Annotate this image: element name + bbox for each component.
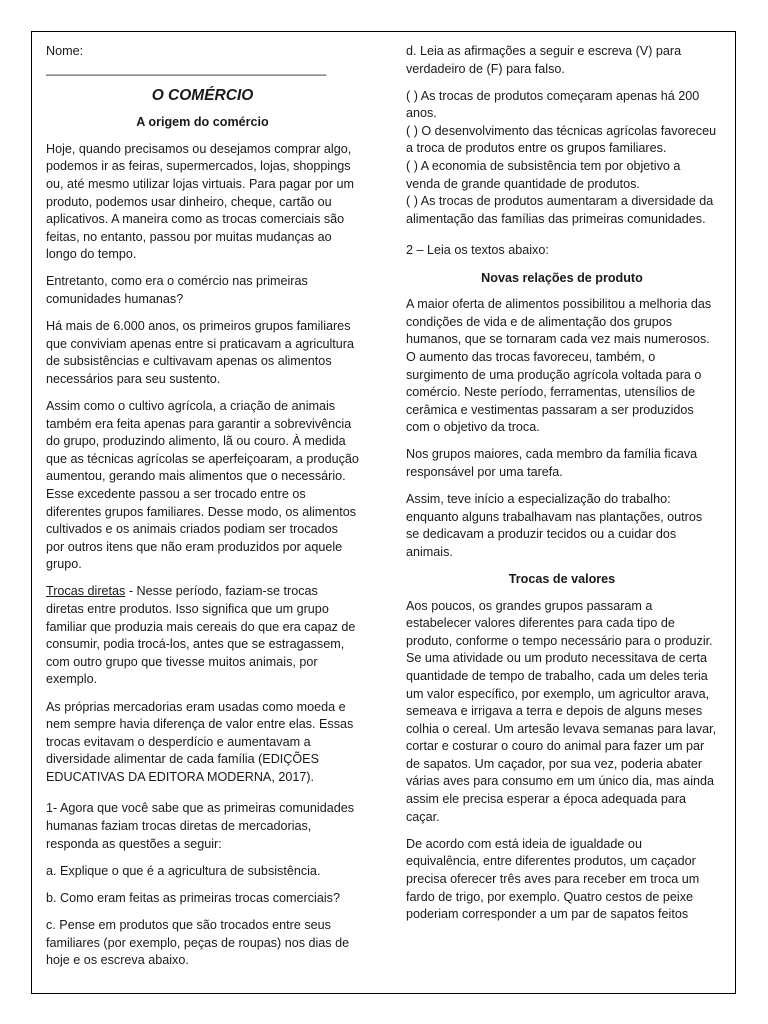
paragraph-intro: Hoje, quando precisamos ou desejamos comprar algo, podemos ir as feiras, supermercados, lojas, shoppings ou, até mesmo utilizar lojas virtuais. Para pagar por um produto, podemos usar dinheiro, cheque, cartão ou aplicativos. A maneira como as trocas comerciais são feitas, no entanto, passou por muitas mudanças ao longo do tempo.: [46, 141, 354, 262]
paragraph-specialization: Assim, teve início a especialização do trabalho: enquanto alguns trabalhavam nas plantações, outros se dedicavam a produzir tecidos ou a cuidar dos animais.: [406, 492, 703, 559]
paragraph-direct-trades: [46, 583, 359, 689]
true-false-statement: ( ) A economia de subsistência tem por objetivo a venda de grande quantidade de produtos.: [406, 159, 681, 191]
paragraph-values: Aos poucos, os grandes grupos passaram a estabelecer valores diferentes para cada tipo de produto, conforme o tempo necessário para o produzir. Se uma atividade ou um produto necessitava de certa quantidade de tempo de trabalho, cada um deles teria um valor específico, por exemplo, um agricultor arava, semeava e irrigava a terra e depois de alguns meses colhia o cereal. Um artesão levava semanas para lavar, cortar e costurar o couro do animal para fazer um par de sapatos. Um caçador, por sua vez, poderia abater várias aves para consumo em um único dia, mas ainda assim ele precisa esperar a época adequada para caçar.: [406, 598, 717, 824]
question-1c: c. Pense em produtos que são trocados entre seus familiares (por exemplo, peças de roupas) nos dias de hoje e os escreva abaixo.: [46, 917, 350, 968]
paragraph-question: Entretanto, como era o comércio nas primeiras comunidades humanas?: [46, 274, 308, 307]
direct-trades-label: Trocas diretas: [46, 584, 126, 599]
name-field[interactable]: Nome: ________________________________________: [46, 44, 327, 76]
paragraph-goods-as-money: As próprias mercadorias eram usadas como moeda e nem sempre havia diferença de valor entre elas. Essas trocas evitavam o desperdício e aumentavam a diversidade alimentar de cada família (EDIÇÕES EDUCATIVAS DA EDITORA MODERNA, 2017).: [46, 699, 354, 784]
section-subtitle: A origem do comércio: [136, 115, 269, 130]
true-false-statement: ( ) As trocas de produtos aumentaram a diversidade da alimentação das famílias das primeiras comunidades.: [406, 194, 714, 226]
heading-value-trades: Trocas de valores: [508, 571, 616, 586]
question-1: 1- Agora que você sabe que as primeiras comunidades humanas faziam trocas diretas de mercadorias, responda as questões a seguir:: [46, 801, 355, 851]
direct-trades-text: - Nesse período, faziam-se trocas diretas entre produtos. Isso significa que um grupo familiar que produzia mais cereais do que era capaz de consumir, podia trocá-los, antes que se estragassem, com outro grupo que tivesse muitos animais, por exemplo.: [46, 584, 356, 687]
paragraph-equivalence: De acordo com está ideia de igualdade ou equivalência, entre diferentes produtos, um caçador precisa oferecer três aves para receber em troca um fardo de trigo, por exemplo. Quatro cestos de peixe poderiam corresponder a um par de sapatos feitos: [406, 836, 700, 922]
page-title: O COMÉRCIO: [151, 87, 254, 105]
true-false-statement: ( ) O desenvolvimento das técnicas agrícolas favoreceu a troca de produtos entre os grupos familiares.: [406, 123, 717, 156]
worksheet-page: [31, 31, 736, 994]
paragraph-animals: Assim como o cultivo agrícola, a criação de animais também era feita apenas para garantir a sobrevivência do grupo, produzindo alimento, lã ou couro. À medida que as técnicas agrícolas se aperfeiçoaram, a produção aumentou, gerando mais alimentos que o necessário. Esse excedente passou a ser trocado entre os diferentes grupos familiares. Desse modo, os alimentos cultivados e os animais criados podiam ser trocados por outros itens que não eram produzidos por aquele grupo.: [46, 399, 359, 572]
right-column: [406, 43, 718, 933]
question-2: 2 – Leia os textos abaixo:: [406, 243, 549, 258]
paragraph-tasks: Nos grupos maiores, cada membro da família ficava responsável por uma tarefa.: [406, 447, 698, 479]
question-1d: d. Leia as afirmações a seguir e escreva (V) para verdadeiro de (F) para falso.: [406, 44, 682, 76]
true-false-list: [406, 88, 718, 229]
left-column: [46, 43, 359, 979]
question-1b: b. Como eram feitas as primeiras trocas comerciais?: [46, 890, 340, 905]
paragraph-history: Há mais de 6.000 anos, os primeiros grupos familiares que conviviam apenas entre si praticavam a agricultura de subsistências e cultivavam apenas os alimentos necessários para seu sustento.: [46, 319, 355, 386]
paragraph-food-supply: A maior oferta de alimentos possibilitou a melhoria das condições de vida e de alimentação dos grupos humanos, que se tornaram cada vez mais numerosos. O aumento das trocas favoreceu, também, o surgimento de uma produção agrícola voltada para o comércio. Neste período, ferramentas, utensílios de cerâmica e vestimentas passaram a ser produzidos com o objetivo da troca.: [406, 297, 712, 435]
question-1a: a. Explique o que é a agricultura de subsistência.: [46, 863, 321, 878]
heading-new-relations: Novas relações de produto: [481, 270, 643, 285]
true-false-statement: ( ) As trocas de produtos começaram apenas há 200 anos.: [406, 88, 700, 121]
